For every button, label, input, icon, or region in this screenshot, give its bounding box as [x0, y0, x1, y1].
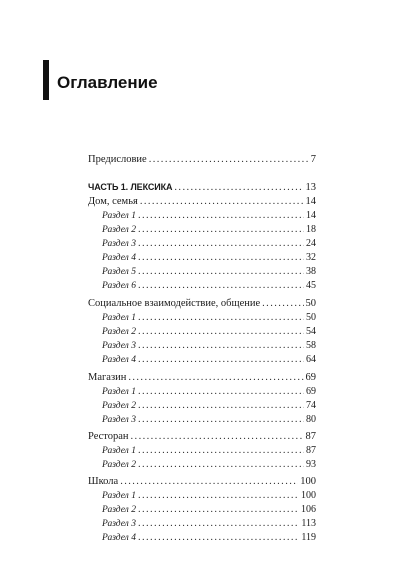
toc-entry-chapter: [88, 371, 316, 385]
toc-chapter-label: Дом, семья: [88, 196, 138, 207]
dot-leader: [138, 279, 304, 293]
toc-entry-page: 45: [306, 280, 316, 291]
toc-entry-page: 38: [306, 266, 316, 277]
toc-section-label: Раздел 1: [102, 446, 136, 456]
dot-leader: [138, 353, 304, 367]
toc-entry-section: [88, 223, 316, 237]
toc-entry-section: [88, 311, 316, 325]
toc-entry-page: 93: [306, 459, 316, 470]
dot-leader: [138, 399, 304, 413]
dot-leader: [138, 237, 304, 251]
toc-entry-page: 7: [310, 154, 316, 165]
toc-entry-section: [88, 385, 316, 399]
dot-leader: [149, 153, 309, 167]
toc-entry-chapter: [88, 297, 316, 311]
toc-entry-part: [88, 180, 316, 194]
toc-entry-section: [88, 399, 316, 413]
toc-entry-page: 87: [305, 431, 316, 442]
toc-section-label: Раздел 3: [102, 519, 136, 529]
toc-entry-preface: [88, 153, 316, 167]
toc-entry-page: 100: [301, 490, 316, 501]
toc-entry-page: 87: [306, 445, 316, 456]
toc-entry-chapter: [88, 430, 316, 444]
toc-section-label: Раздел 1: [102, 313, 136, 323]
toc-entry-page: 14: [305, 196, 316, 207]
toc-entry-page: 58: [306, 340, 316, 351]
dot-leader: [138, 339, 304, 353]
table-of-contents: [88, 153, 316, 545]
toc-section-label: Раздел 5: [102, 267, 136, 277]
dot-leader: [131, 430, 304, 444]
toc-entry-section: [88, 237, 316, 251]
toc-entry-page: 14: [306, 210, 316, 221]
toc-entry-label: Предисловие: [88, 154, 147, 165]
dot-leader: [138, 223, 304, 237]
toc-section-label: Раздел 4: [102, 253, 136, 263]
toc-chapter-label: Школа: [88, 476, 119, 487]
toc-section-label: Раздел 2: [102, 460, 136, 470]
toc-entry-chapter: [88, 475, 316, 489]
toc-entry-page: 50: [306, 312, 316, 323]
toc-entry-page: 106: [301, 504, 316, 515]
toc-section-label: Раздел 3: [102, 415, 136, 425]
toc-entry-section: [88, 265, 316, 279]
dot-leader: [174, 181, 303, 195]
toc-section-label: Раздел 6: [102, 281, 136, 291]
dot-leader: [138, 517, 299, 531]
toc-entry-page: 100: [300, 476, 316, 487]
toc-entry-page: 13: [305, 182, 316, 193]
dot-leader: [128, 371, 303, 385]
toc-entry-section: [88, 413, 316, 427]
dot-leader: [120, 475, 298, 489]
dot-leader: [138, 458, 304, 472]
dot-leader: [138, 325, 304, 339]
toc-entry-page: 50: [305, 298, 316, 309]
page-title: Оглавление: [57, 73, 158, 92]
dot-leader: [138, 311, 304, 325]
toc-section-label: Раздел 1: [102, 211, 136, 221]
toc-section-label: Раздел 2: [102, 401, 136, 411]
toc-entry-page: 32: [306, 252, 316, 263]
toc-chapter-label: Магазин: [88, 372, 127, 383]
dot-leader: [138, 489, 299, 503]
toc-entry-section: [88, 279, 316, 293]
toc-entry-section: [88, 458, 316, 472]
toc-chapter-label: Ресторан: [88, 431, 129, 442]
toc-section-label: Раздел 3: [102, 239, 136, 249]
toc-entry-section: [88, 531, 316, 545]
toc-chapter-label: Социальное взаимодействие, общение: [88, 298, 261, 309]
toc-entry-page: 54: [306, 326, 316, 337]
dot-leader: [138, 531, 299, 545]
toc-entry-section: [88, 353, 316, 367]
toc-entry-page: 24: [306, 238, 316, 249]
dot-leader: [138, 413, 304, 427]
toc-entry-page: 64: [306, 354, 316, 365]
toc-entry-section: [88, 503, 316, 517]
toc-entry-section: [88, 444, 316, 458]
toc-entry-page: 119: [301, 532, 316, 543]
toc-entry-page: 74: [306, 400, 316, 411]
toc-entry-page: 80: [306, 414, 316, 425]
toc-section-label: Раздел 3: [102, 341, 136, 351]
toc-section-label: Раздел 4: [102, 533, 136, 543]
toc-section-label: Раздел 2: [102, 327, 136, 337]
dot-leader: [138, 251, 304, 265]
toc-entry-section: [88, 489, 316, 503]
toc-entry-section: [88, 209, 316, 223]
dot-leader: [138, 444, 304, 458]
dot-leader: [140, 195, 304, 209]
toc-entry-section: [88, 325, 316, 339]
toc-entry-section: [88, 339, 316, 353]
toc-section-label: Раздел 2: [102, 505, 136, 515]
toc-entry-section: [88, 517, 316, 531]
toc-entry-page: 69: [306, 386, 316, 397]
dot-leader: [138, 209, 304, 223]
toc-part-label: ЧАСТЬ 1. ЛЕКСИКА: [88, 182, 173, 192]
dot-leader: [138, 265, 304, 279]
toc-entry-section: [88, 251, 316, 265]
toc-section-label: Раздел 1: [102, 491, 136, 501]
toc-section-label: Раздел 2: [102, 225, 136, 235]
toc-entry-page: 69: [305, 372, 316, 383]
toc-section-label: Раздел 4: [102, 355, 136, 365]
toc-section-label: Раздел 1: [102, 387, 136, 397]
toc-entry-page: 113: [301, 518, 316, 529]
toc-entry-chapter: [88, 195, 316, 209]
title-accent-bar: [43, 60, 49, 100]
toc-entry-page: 18: [306, 224, 316, 235]
dot-leader: [262, 297, 303, 311]
dot-leader: [138, 503, 299, 517]
dot-leader: [138, 385, 304, 399]
